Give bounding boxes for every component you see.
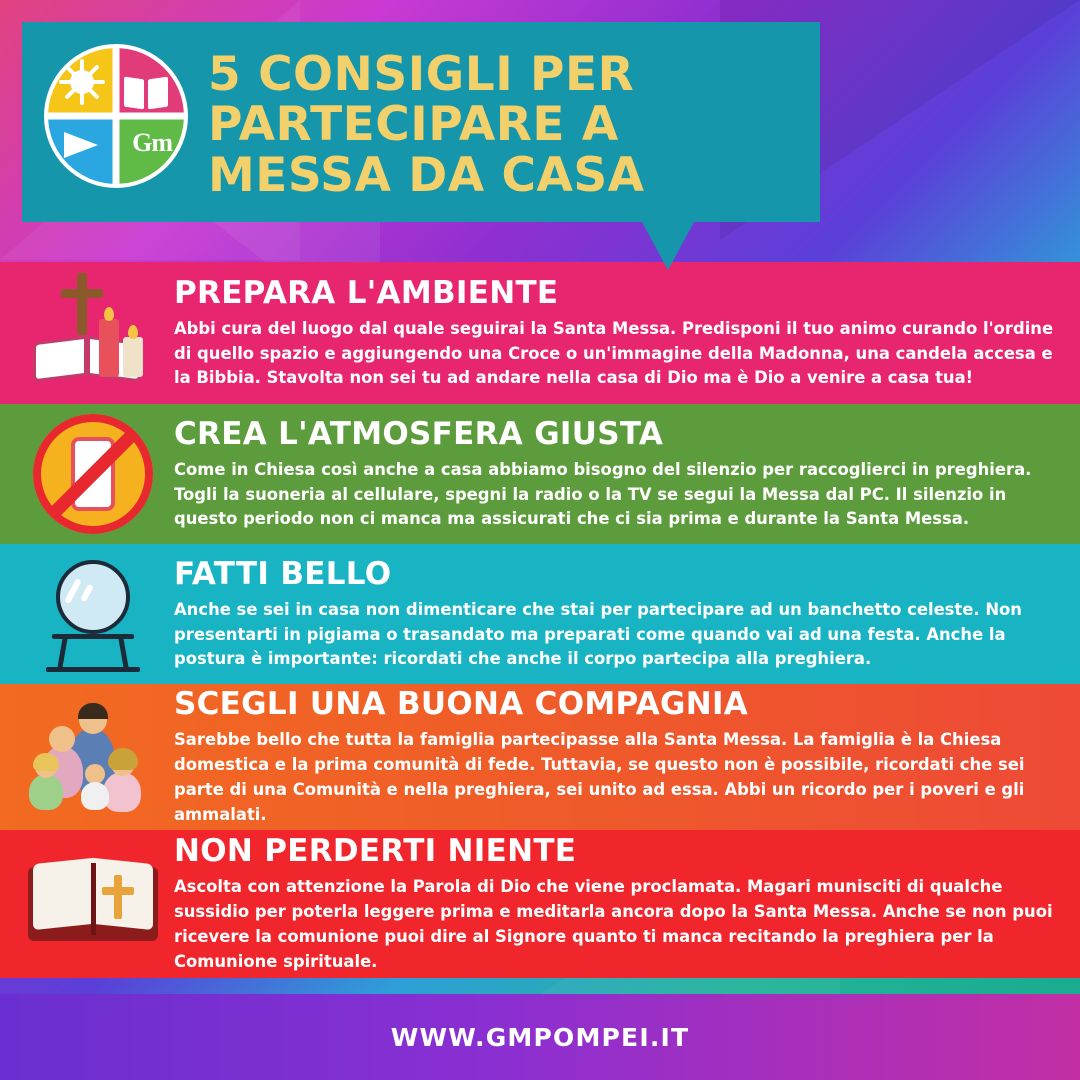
tip-body: Anche se sei in casa non dimenticare che stai per partecipare ad un banchetto celeste. Non presentarti in pigiama o trasandato ma preparati come quando vai ad una festa. Anche la postura è importante: ricordati che anche il corpo partecipa alla preghiera. [174,599,1022,669]
logo-monogram: Gm [132,128,172,157]
website-url[interactable]: WWW.GMPOMPEI.IT [390,1022,690,1052]
tip-row-fatti-bello [0,544,1080,684]
tip-row-non-perderti-niente [0,830,1080,978]
tip-heading: NON PERDERTI NIENTE [174,833,577,870]
book-icon [124,78,168,108]
tip-body: Abbi cura del luogo dal quale seguirai la Santa Messa. Predisponi il tuo animo curando l'ordine di quello spazio e aggiungendo una Croce o un'immagine della Madonna, una candela accesa e la Bibbia. Stavolta non sei tu ad andare nella casa di Dio ma è Dio a venire a casa tua! [174,318,1054,388]
header-bubble-body [22,22,820,222]
no-mobile-phone-icon [18,414,168,534]
footer-bar [0,994,1080,1080]
paper-plane-icon [64,132,98,158]
tip-row-scegli-una-buona-compagnia [0,684,1080,830]
tip-heading: CREA L'ATMOSFERA GIUSTA [174,415,664,452]
tip-row-crea-latmosfera-giusta [0,404,1080,544]
gm-pompei-logo [48,48,184,184]
tip-body: Come in Chiesa così anche a casa abbiamo bisogno del silenzio per raccoglierci in preghiera. Togli la suoneria al cellulare, spegni la radio o la TV se segui la Messa dal PC. Il silenzio in questo periodo non ci manca ma assicurati che ci sia prima e durante la Santa Messa. [174,459,1032,529]
tip-body: Ascolta con attenzione la Parola di Dio che viene proclamata. Magari munisciti di qualche sussidio per poterla leggere prima e meditarla ancora dopo la Santa Messa. Anche se non puoi ricevere la comunione puoi dire al Signore quanto ti manca recitando la preghiera per la Comunione spirituale. [174,877,1053,971]
family-icon [18,702,168,812]
open-bible-cross-icon [18,861,168,947]
header-bubble [22,22,820,222]
bible-cross-candles-icon [18,273,168,393]
page-title: 5 CONSIGLI PER PARTECIPARE A MESSA DA CASA [208,47,645,203]
tips-list [0,262,1080,978]
bubble-tail [642,222,694,270]
tip-row-prepara-lambiente [0,262,1080,404]
tip-heading: FATTI BELLO [174,555,392,592]
tip-body: Sarebbe bello che tutta la famiglia partecipasse alla Santa Messa. La famiglia è la Chiesa domestica e la prima comunità di fede. Tuttavia, se questo non è possibile, ricordati che sei parte di una Comunità e nella preghiera, sei unito ad essa. Abbi un ricordo per i poveri e gli ammalati. [174,730,1025,824]
tip-heading: SCEGLI UNA BUONA COMPAGNIA [174,686,749,723]
tip-heading: PREPARA L'AMBIENTE [174,274,559,311]
mirror-icon [18,556,168,672]
